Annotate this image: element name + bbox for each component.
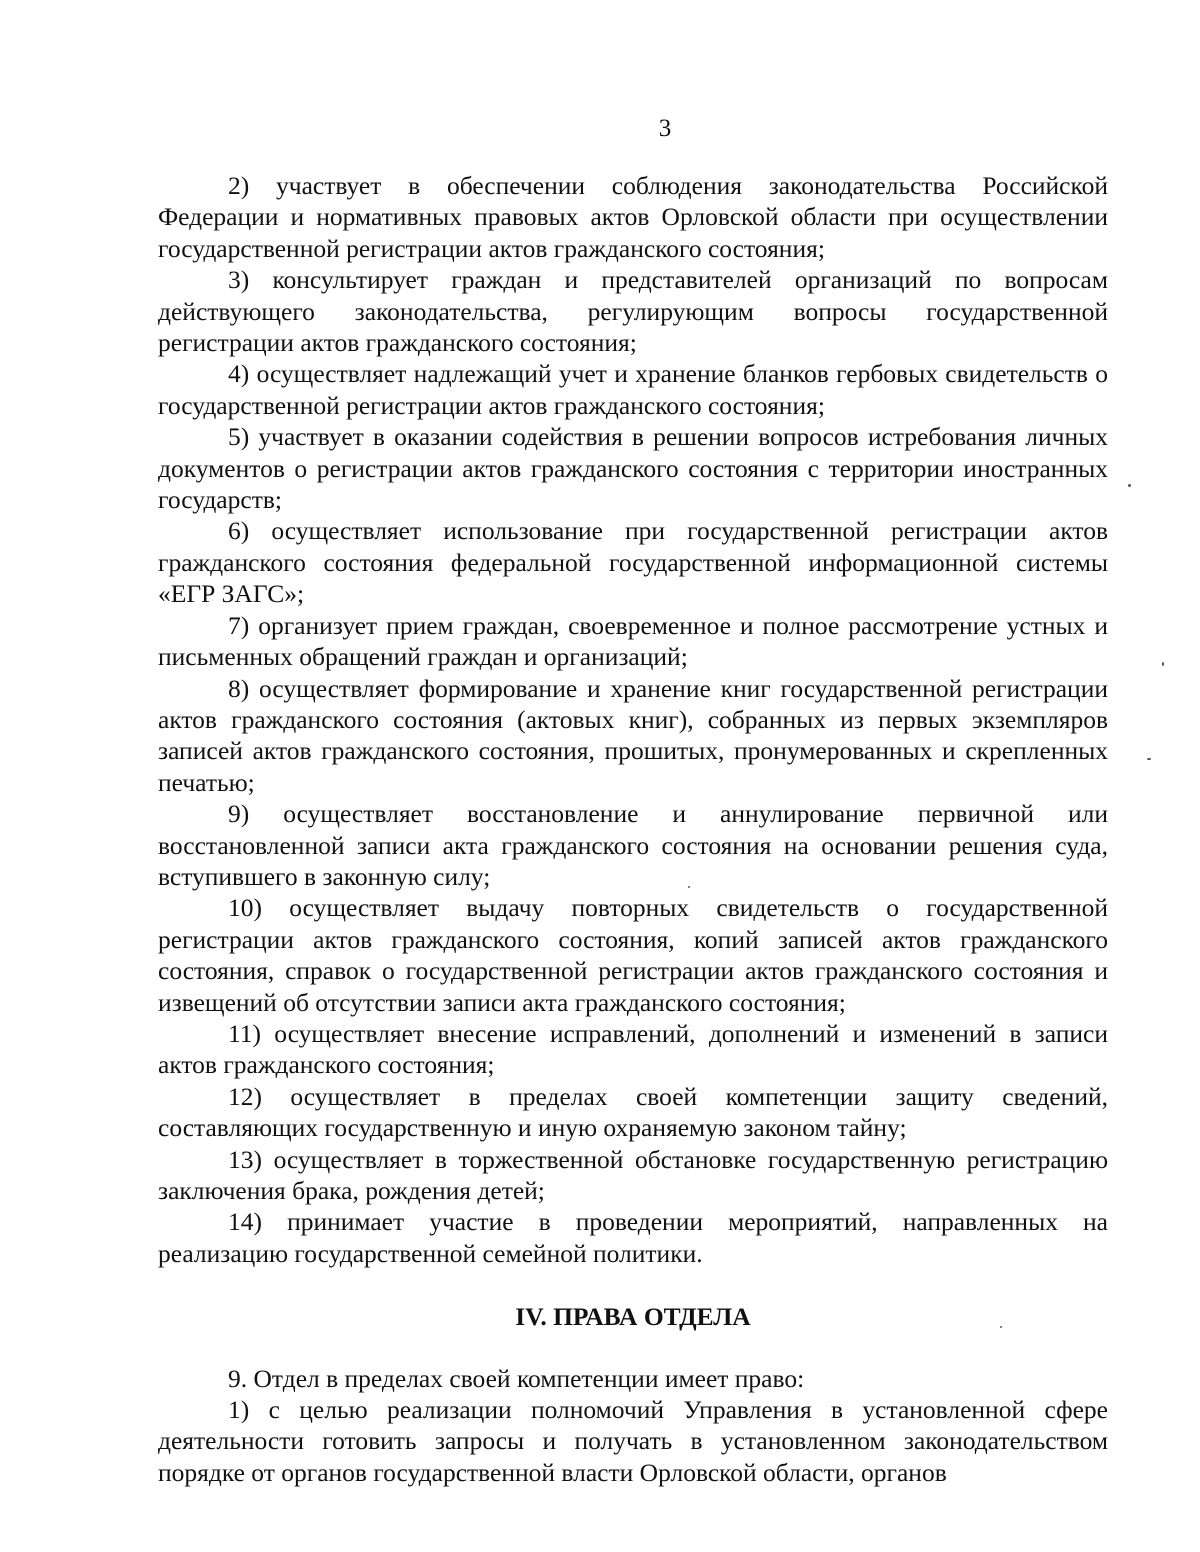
- scan-speck: [1162, 662, 1164, 666]
- list-item: 8) осуществляет формирование и хранение книг государственной регистрации актов гражданского состояния (актовых книг), собранных из первых экземпляров записей актов гражданского состояния, прошитых, пронумерованных и скрепленных печатью;: [158, 673, 1108, 797]
- list-item: 5) участвует в оказании содействия в решении вопросов истребования личных документов о регистрации актов гражданского состояния с территории иностранных государств;: [158, 422, 1108, 515]
- document-body: [158, 170, 1108, 1488]
- scan-speck: [688, 886, 690, 888]
- list-item: 13) осуществляет в торжественной обстановке государственную регистрацию заключения брака, рождения детей;: [158, 1144, 1108, 1205]
- scan-speck: [1128, 484, 1131, 487]
- list-item: 11) осуществляет внесение исправлений, дополнений и изменений в записи актов гражданского состояния;: [158, 1018, 1108, 1080]
- list-item: 10) осуществляет выдачу повторных свидетельств о государственной регистрации актов гражданского состояния, копий записей актов гражданского состояния, справок о государственной регистрации актов гражданского состояния и извещений об отсутствии записи акта гражданского состояния;: [158, 893, 1108, 1017]
- list-item: 4) осуществляет надлежащий учет и хранение бланков гербовых свидетельств о государственной регистрации актов гражданского состояния;: [158, 359, 1108, 420]
- scan-speck: [1147, 758, 1151, 760]
- list-item: 1) с целью реализации полномочий Управления в установленной сфере деятельности готовить запросы и получать в установленном законодательством порядке от органов государственной власти Орловской области, органов: [158, 1395, 1108, 1487]
- list-item: 6) осуществляет использование при государственной регистрации актов гражданского состояния федеральной государственной информационной системы «ЕГР ЗАГС»;: [158, 516, 1108, 609]
- list-item: 3) консультирует граждан и представителей организаций по вопросам действующего законодательства, регулирующим вопросы государственной регистрации актов гражданского состояния;: [158, 265, 1108, 358]
- scan-speck: [1000, 1326, 1002, 1328]
- rights-list: [158, 1363, 1108, 1489]
- list-item: 14) принимает участие в проведении мероприятий, направленных на реализацию государственной семейной политики.: [158, 1207, 1108, 1268]
- list-item: 12) осуществляет в пределах своей компетенции защиту сведений, составляющих государственную и иную охраняемую законом тайну;: [158, 1081, 1108, 1143]
- page-number: 3: [658, 115, 672, 142]
- duties-list: [158, 170, 1108, 1269]
- list-item: 9. Отдел в пределах своей компетенции имеет право:: [228, 1363, 805, 1393]
- list-item: 7) организует прием граждан, своевременное и полное рассмотрение устных и письменных обращений граждан и организаций;: [158, 610, 1108, 672]
- list-item: 9) осуществляет восстановление и аннулирование первичной или восстановленной записи акта гражданского состояния на основании решения суда, вступившего в законную силу;: [158, 799, 1108, 891]
- list-item: 2) участвует в обеспечении соблюдения законодательства Российской Федерации и нормативных правовых актов Орловской области при осуществлении государственной регистрации актов гражданского состояния;: [158, 171, 1108, 263]
- section-heading: IV. ПРАВА ОТДЕЛА: [515, 1302, 751, 1332]
